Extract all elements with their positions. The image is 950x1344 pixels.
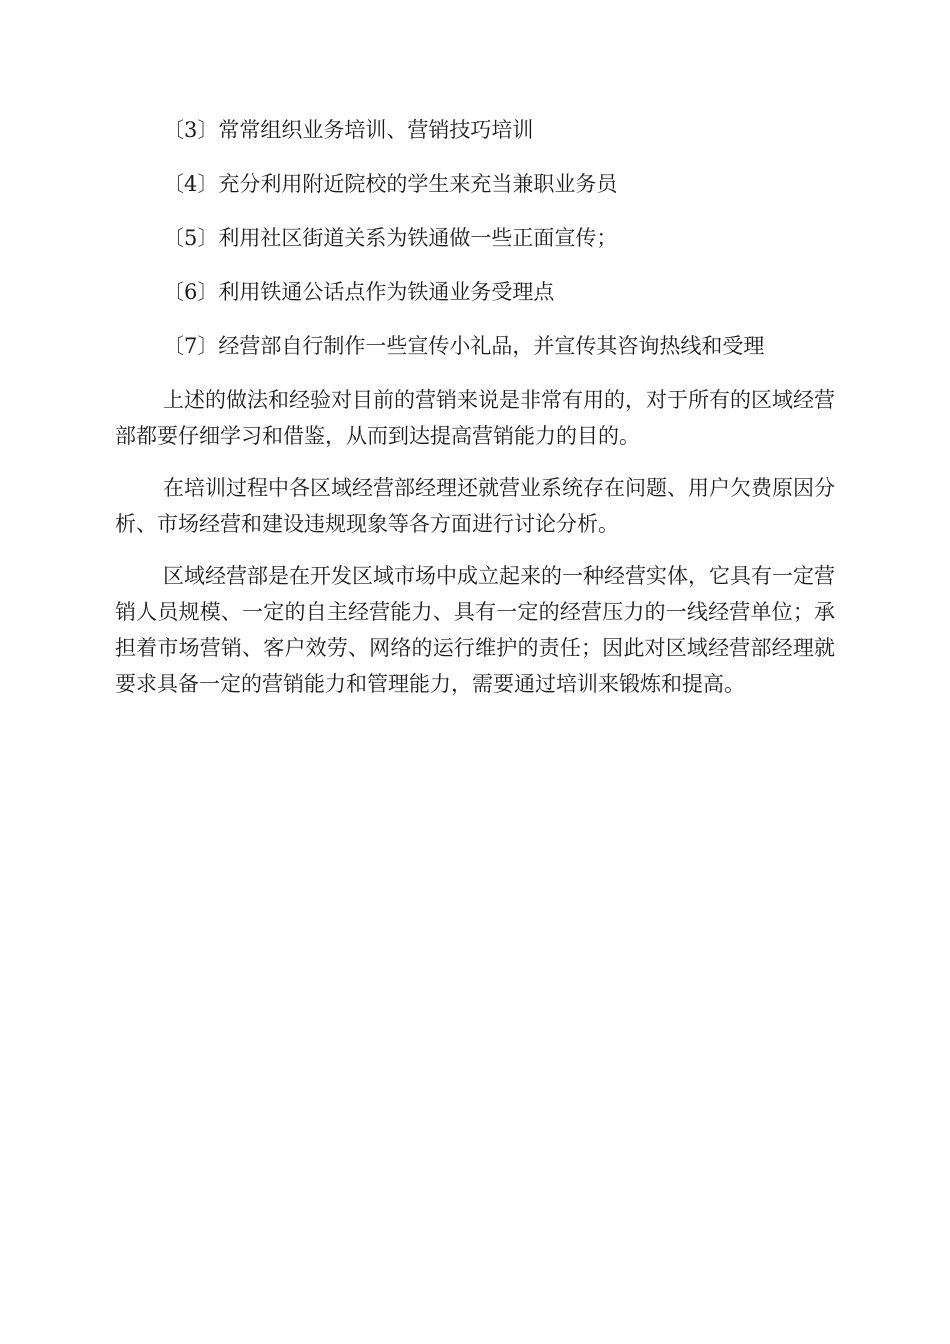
list-item: 〔6〕利用铁通公话点作为铁通业务受理点 (163, 280, 555, 304)
list-item: 〔5〕利用社区街道关系为铁通做一些正面宣传； (163, 226, 618, 250)
document-body (115, 112, 835, 718)
list-item: 〔3〕常常组织业务培训、营销技巧培训 (163, 118, 534, 142)
paragraph: 在培训过程中各区域经营部经理还就营业系统存在问题、用户欠费原因分析、市场经营和建设违规现象等各方面进行讨论分析。 (115, 476, 835, 536)
paragraph: 上述的做法和经验对目前的营销来说是非常有用的，对于所有的区域经营部都要仔细学习和借鉴，从而到达提高营销能力的目的。 (115, 388, 835, 448)
list-item: 〔4〕充分利用附近院校的学生来充当兼职业务员 (163, 172, 618, 196)
paragraph: 区域经营部是在开发区域市场中成立起来的一种经营实体，它具有一定营销人员规模、一定的自主经营能力、具有一定的经营压力的一线经营单位；承担着市场营销、客户效劳、网络的运行维护的责任；因此对区域经营部经理就要求具备一定的营销能力和管理能力，需要通过培训来锻炼和提高。 (115, 564, 835, 696)
list-item: 〔7〕经营部自行制作一些宣传小礼品，并宣传其咨询热线和受理 (163, 334, 765, 358)
